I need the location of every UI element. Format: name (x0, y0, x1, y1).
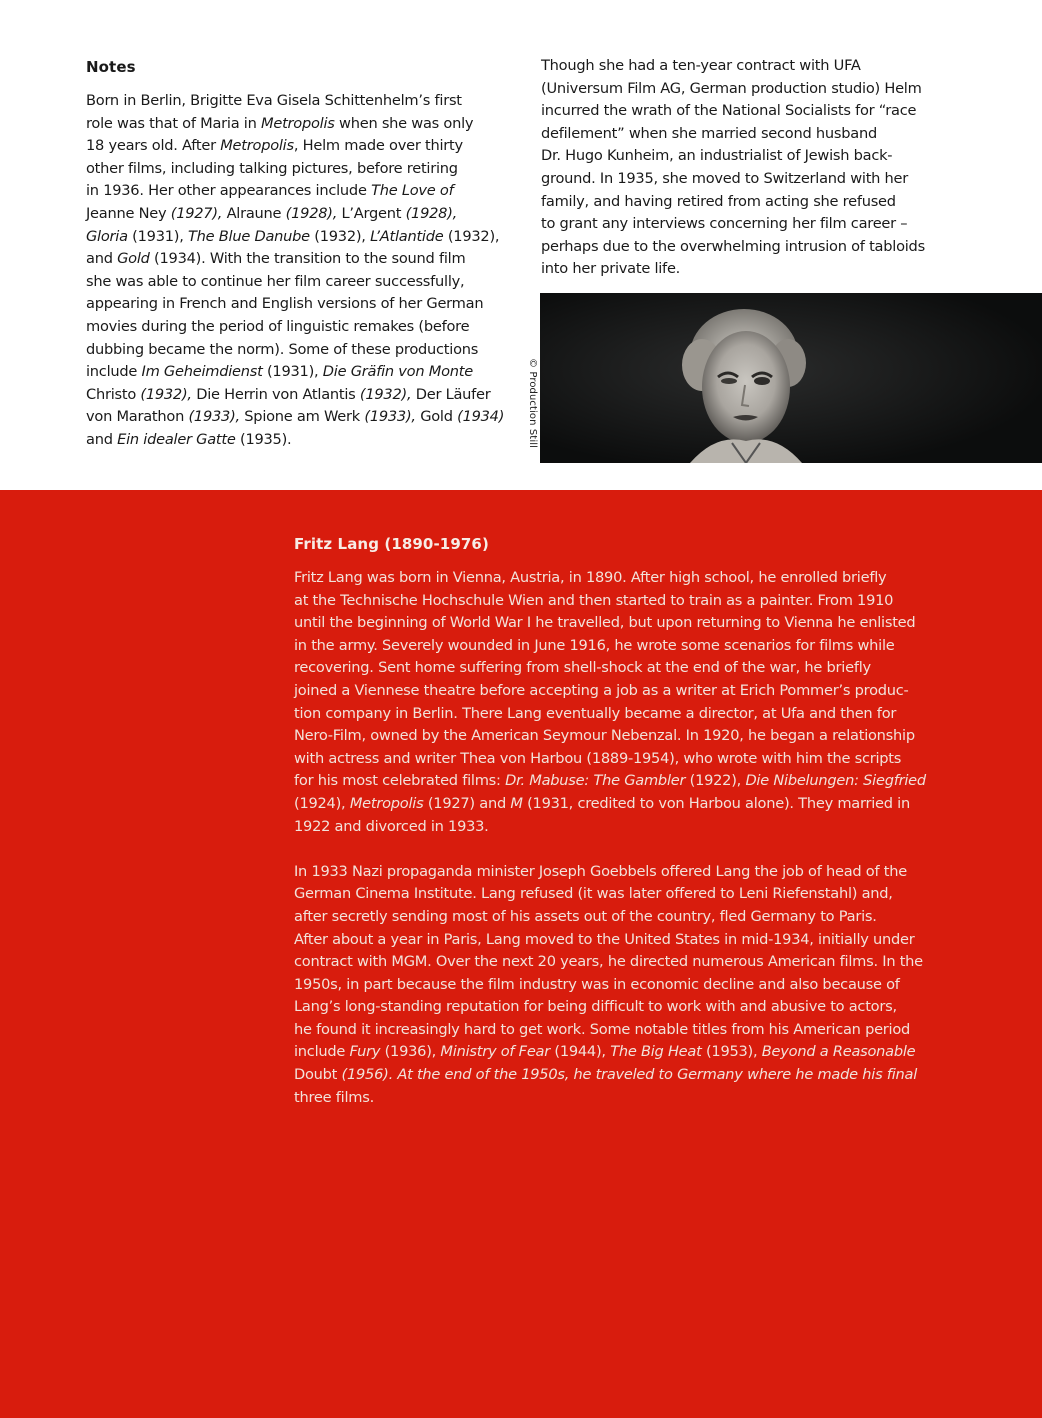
text-line: to grant any interviews concerning her film career – (541, 215, 908, 233)
italic-title: The Blue Danube (188, 227, 310, 245)
italic-title: (1932), (355, 385, 416, 403)
text-line: at the Technische Hochschule Wien and then started to train as a painter. From 1910 (294, 591, 894, 609)
notes-column (86, 56, 518, 452)
text-line: Jeanne Ney (1927), Alraune (1928), L’Argent (1928), (86, 204, 458, 222)
text-line: ground. In 1935, she moved to Switzerland with her (541, 169, 909, 187)
text-line: until the beginning of World War I he travelled, but upon returning to Vienna he enlisted (294, 614, 916, 632)
text-line: appearing in French and English versions of her German (86, 295, 484, 313)
italic-title: Beyond a Reasonable (761, 1043, 916, 1061)
fritz-lang-paragraph-2 (294, 861, 984, 1110)
italic-title: Im Geheimdienst (141, 363, 263, 381)
italic-title: Ministry of Fear (440, 1043, 550, 1061)
text-line: and Ein idealer Gatte (1935). (86, 430, 292, 448)
italic-title: Metropolis (220, 137, 294, 155)
notes-body (86, 90, 518, 452)
italic-title: Die Nibelungen: Siegfried (745, 772, 926, 790)
text-line: Gloria (1931), The Blue Danube (1932), L’Atlantide (1932), (86, 227, 500, 245)
text-line: Lang’s long-standing reputation for being difficult to work with and abusive to actors, (294, 998, 897, 1016)
fritz-lang-heading: Fritz Lang (1890-1976) (294, 535, 489, 553)
text-line: into her private life. (541, 260, 681, 278)
italic-title: (1934) (452, 408, 505, 426)
italic-title: (1927), (166, 204, 227, 222)
italic-title: (1956). At the end of the 1950s, he traveled to Germany where he made his final (337, 1066, 917, 1084)
italic-title: Dr. Mabuse: The Gambler (505, 772, 686, 790)
text-line: Fritz Lang was born in Vienna, Austria, in 1890. After high school, he enrolled briefly (294, 569, 887, 586)
italic-title: Metropolis (349, 794, 424, 812)
top-section (0, 0, 1042, 490)
red-section (0, 490, 1042, 1418)
text-line: and Gold (1934). With the transition to the sound film (86, 250, 466, 268)
text-line: contract with MGM. Over the next 20 years, he directed numerous American films. In the (294, 953, 923, 971)
photo-credit-text: © Production Still (527, 358, 538, 448)
text-line: she was able to continue her film career successfully, (86, 272, 465, 290)
text-line: Nero-Film, owned by the American Seymour Nebenzal. In 1920, he began a relationship (294, 727, 915, 745)
notes-heading: Notes (86, 58, 136, 76)
italic-title: (1933), (359, 408, 421, 426)
text-line: (1924), Metropolis (1927) and M (1931, credited to von Harbou alone). They married in (294, 794, 910, 812)
text-line: (Universum Film AG, German production studio) Helm (541, 79, 922, 97)
text-line: recovering. Sent home suffering from shell-shock at the end of the war, he briefly (294, 659, 871, 677)
italic-title: Fury (349, 1043, 381, 1061)
paragraph-gap (294, 838, 984, 861)
text-line: with actress and writer Thea von Harbou (1889-1954), who wrote with him the scripts (294, 749, 902, 767)
text-line: defilement” when she married second husband (541, 124, 877, 142)
text-line: Doubt (1956). At the end of the 1950s, he traveled to Germany where he made his final (294, 1066, 917, 1084)
italic-title: (1932), (136, 385, 197, 403)
portrait-image (540, 293, 1042, 463)
italic-title: Gloria (86, 227, 128, 245)
text-line: after secretly sending most of his assets out of the country, fled Germany to Paris. (294, 907, 877, 925)
text-line: in 1936. Her other appearances include The Love of (86, 182, 454, 200)
text-line: After about a year in Paris, Lang moved to the United States in mid-1934, initially under (294, 930, 915, 948)
text-line: Dr. Hugo Kunheim, an industrialist of Jewish back- (541, 147, 893, 165)
fritz-lang-column (294, 533, 984, 1109)
photo-credit (526, 358, 540, 463)
production-still-photo (540, 293, 1042, 463)
italic-title: (1928), (401, 204, 458, 222)
text-line: tion company in Berlin. There Lang eventually became a director, at Ufa and then for (294, 704, 897, 722)
italic-title: (1928), (281, 204, 342, 222)
text-line: German Cinema Institute. Lang refused (it was later offered to Leni Riefenstahl) and, (294, 885, 893, 903)
text-line: incurred the wrath of the National Socialists for “race (541, 102, 917, 120)
notes-continued-body (541, 55, 991, 281)
text-line: other films, including talking pictures, before retiring (86, 159, 458, 177)
text-line: 1950s, in part because the film industry was in economic decline and also because of (294, 975, 900, 993)
fritz-lang-paragraph-1 (294, 567, 984, 838)
italic-title: L’Atlantide (370, 227, 444, 245)
text-line: in the army. Severely wounded in June 1916, he wrote some scenarios for films while (294, 636, 895, 654)
text-line: movies during the period of linguistic remakes (before (86, 317, 470, 335)
text-line: von Marathon (1933), Spione am Werk (1933), Gold (1934) (86, 408, 505, 426)
text-line: dubbing became the norm). Some of these productions (86, 340, 479, 358)
text-line: he found it increasingly hard to get work. Some notable titles from his American period (294, 1020, 911, 1038)
text-line: 18 years old. After Metropolis, Helm made over thirty (86, 137, 463, 155)
italic-title: Ein idealer Gatte (117, 430, 236, 448)
text-line: role was that of Maria in Metropolis when she was only (86, 114, 474, 132)
text-line: Christo (1932), Die Herrin von Atlantis (1932), Der Läufer (86, 385, 491, 403)
italic-title: M (510, 794, 523, 812)
italic-title: The Big Heat (610, 1043, 702, 1061)
text-line: perhaps due to the overwhelming intrusion of tabloids (541, 237, 925, 255)
text-line: include Im Geheimdienst (1931), Die Gräfin von Monte (86, 363, 473, 381)
text-line: include Fury (1936), Ministry of Fear (1944), The Big Heat (1953), Beyond a Reasonable (294, 1043, 916, 1061)
italic-title: Gold (117, 250, 150, 268)
text-line: three films. (294, 1088, 374, 1106)
notes-continued-column (541, 55, 991, 281)
text-line: In 1933 Nazi propaganda minister Joseph Goebbels offered Lang the job of head of the (294, 862, 907, 880)
text-line: for his most celebrated films: Dr. Mabuse: The Gambler (1922), Die Nibelungen: Siegfried (294, 772, 926, 790)
text-line: 1922 and divorced in 1933. (294, 817, 489, 835)
italic-title: Metropolis (261, 114, 335, 132)
text-line: family, and having retired from acting she refused (541, 192, 896, 210)
italic-title: (1933), (184, 408, 245, 426)
text-line: Born in Berlin, Brigitte Eva Gisela Schittenhelm’s first (86, 92, 462, 109)
text-line: Though she had a ten-year contract with UFA (541, 57, 861, 74)
italic-title: Die Gräfin von Monte (322, 363, 473, 381)
text-line: joined a Viennese theatre before accepting a job as a writer at Erich Pommer’s produc- (294, 681, 909, 699)
italic-title: The Love of (371, 182, 454, 200)
